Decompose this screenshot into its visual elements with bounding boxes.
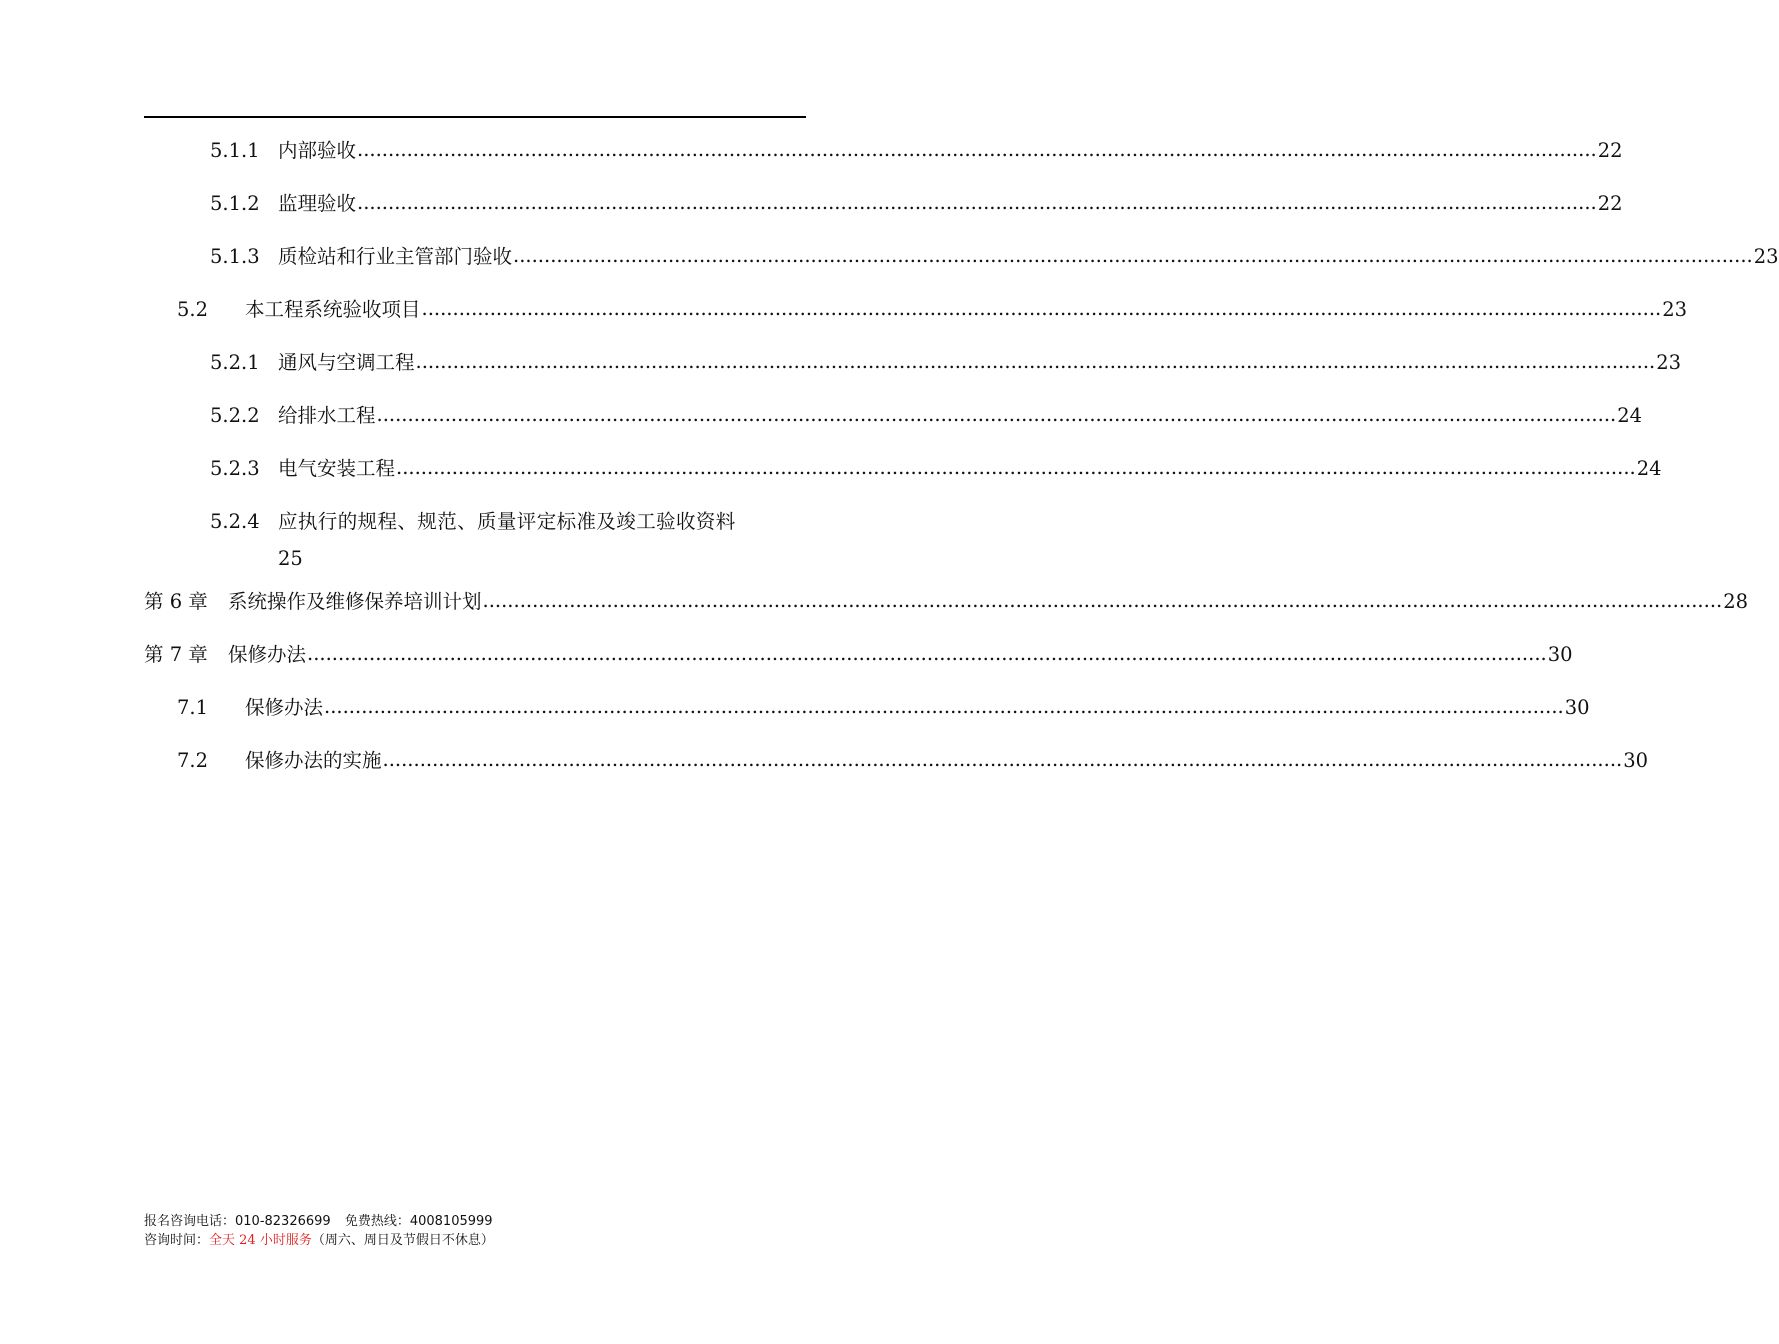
toc-title: 保修办法 — [228, 643, 307, 666]
page-footer — [144, 1212, 494, 1250]
toc-page-number: 22 — [1597, 139, 1623, 162]
toc-number: 5.1.1 — [210, 139, 260, 162]
hours-label: 咨询时间： — [144, 1233, 210, 1248]
toc-title: 通风与空调工程 — [278, 351, 415, 374]
toc-entry-7-2[interactable] — [177, 746, 1649, 776]
toc-leader: ........................................................................................................................................................................................................ — [396, 456, 1636, 479]
toc-title: 应执行的规程、规范、质量评定标准及竣工验收资料 — [278, 510, 736, 533]
footer-hours-line — [144, 1231, 494, 1250]
toc-title: 电气安装工程 — [278, 457, 396, 480]
toc-entry-5-2[interactable] — [177, 295, 1688, 325]
toc-entry-chapter-6[interactable] — [144, 587, 1749, 617]
toc-entry-5-2-4[interactable] — [210, 507, 806, 537]
toc-title: 系统操作及维修保养培训计划 — [228, 590, 482, 613]
hotline-number: 4008105999 — [409, 1214, 493, 1229]
toc-title: 质检站和行业主管部门验收 — [278, 245, 513, 268]
toc-leader: ........................................................................................................................................................................................................ — [415, 350, 1656, 373]
toc-entry-chapter-7[interactable] — [144, 640, 1573, 670]
toc-leader: ........................................................................................................................................................................................................ — [482, 589, 1723, 612]
toc-title: 保修办法 — [245, 696, 324, 719]
toc-page-number: 30 — [1623, 749, 1649, 772]
toc-page-number: 30 — [1564, 696, 1590, 719]
toc-entry-5-1-1[interactable] — [210, 136, 1623, 166]
hours-highlight: 全天 24 小时服务 — [209, 1233, 312, 1248]
toc-number: 7.2 — [177, 749, 209, 772]
toc-entry-5-1-3[interactable] — [210, 242, 1779, 272]
toc-page-number: 30 — [1547, 643, 1573, 666]
toc-leader: ........................................................................................................................................................................................................ — [421, 297, 1662, 320]
toc-page-number: 23 — [1656, 351, 1682, 374]
toc-number: 5.2.4 — [210, 510, 260, 533]
toc-entry-5-2-1[interactable] — [210, 348, 1682, 378]
toc-number: 5.2.3 — [210, 457, 260, 480]
toc-page-number: 23 — [1753, 245, 1779, 268]
toc-leader: ........................................................................................................................................................................................................ — [513, 244, 1753, 267]
toc-page-number: 24 — [1636, 457, 1662, 480]
toc-entry-7-1[interactable] — [177, 693, 1590, 723]
toc-leader: ........................................................................................................................................................................................................ — [357, 138, 1597, 161]
toc-page-number: 28 — [1723, 590, 1749, 613]
toc-number: 第 7 章 — [144, 643, 208, 666]
toc-number: 5.1.2 — [210, 192, 260, 215]
toc-number: 5.2.1 — [210, 351, 260, 374]
toc-entry-5-2-2[interactable] — [210, 401, 1643, 431]
toc-number: 第 6 章 — [144, 590, 208, 613]
phone-number: 010-82326699 — [235, 1214, 331, 1229]
footer-contact-line — [144, 1212, 494, 1231]
toc-page-number: 23 — [1662, 298, 1688, 321]
toc-title: 本工程系统验收项目 — [245, 298, 421, 321]
toc-title: 给排水工程 — [278, 404, 376, 427]
toc-number: 5.1.3 — [210, 245, 260, 268]
toc-title: 内部验收 — [278, 139, 357, 162]
toc-leader: ........................................................................................................................................................................................................ — [324, 695, 1564, 718]
phone-label: 报名咨询电话： — [144, 1214, 236, 1229]
toc-number: 5.2.2 — [210, 404, 260, 427]
toc-leader: ........................................................................................................................................................................................................ — [382, 748, 1623, 771]
header-rule — [144, 116, 806, 118]
toc-leader: ........................................................................................................................................................................................................ — [307, 642, 1547, 665]
toc-title: 监理验收 — [278, 192, 357, 215]
toc-title: 保修办法的实施 — [245, 749, 382, 772]
toc-number: 7.1 — [177, 696, 209, 719]
hotline-label: 免费热线： — [344, 1214, 410, 1229]
toc-leader: ........................................................................................................................................................................................................ — [376, 403, 1617, 426]
toc-page-number: 24 — [1617, 404, 1643, 427]
toc-number: 5.2 — [177, 298, 209, 321]
toc-page-number: 22 — [1597, 192, 1623, 215]
toc-leader: ........................................................................................................................................................................................................ — [357, 191, 1597, 214]
hours-note: （周六、周日及节假日不休息） — [311, 1233, 494, 1248]
toc-page-number-wrapped: 25 — [278, 547, 303, 570]
toc-entry-5-2-3[interactable] — [210, 454, 1662, 484]
toc-entry-5-1-2[interactable] — [210, 189, 1623, 219]
